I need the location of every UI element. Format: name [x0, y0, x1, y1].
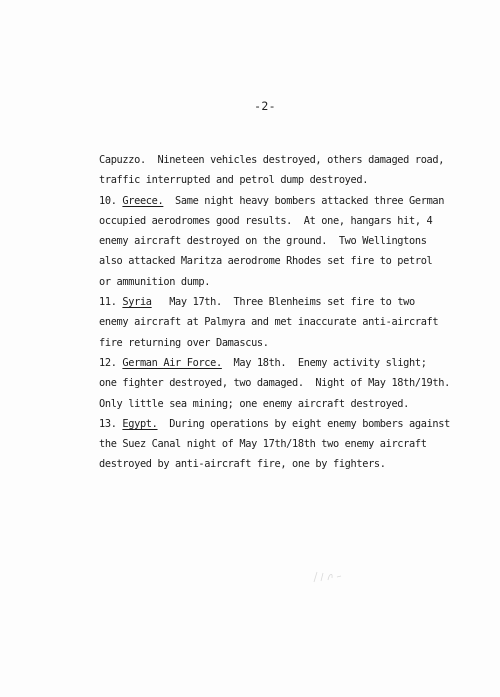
text-run: During operations by eight enemy bombers against [157, 417, 450, 430]
text-run: enemy aircraft at Palmyra and met inaccurate anti-aircraft [99, 316, 439, 329]
text-line [99, 414, 479, 434]
text-run: enemy aircraft destroyed on the ground. Two Wellingtons [99, 235, 427, 248]
text-run: the Suez Canal night of May 17th/18th two enemy aircraft [99, 438, 427, 451]
section-heading: Greece. [122, 194, 164, 207]
document-body [99, 150, 479, 475]
text-run: Capuzzo. Nineteen vehicles destroyed, others damaged road, [99, 154, 445, 166]
text-run: also attacked Maritza aerodrome Rhodes set fire to petrol [99, 255, 433, 268]
text-run: one fighter destroyed, two damaged. Night of May 18th/19th. [99, 377, 450, 390]
text-line [99, 150, 479, 170]
text-line [99, 251, 479, 271]
page-number: -2- [254, 99, 276, 113]
text-line [99, 292, 479, 312]
text-line [99, 231, 479, 251]
text-run: 10. [99, 194, 123, 207]
text-run: 13. [99, 417, 123, 430]
text-run: occupied aerodromes good results. At one, hangars hit, 4 [99, 214, 433, 227]
text-run: 11. [99, 296, 123, 309]
text-run: fire returning over Damascus. [99, 336, 269, 349]
text-line [99, 312, 479, 332]
text-run: Only little sea mining; one enemy aircraft destroyed. [99, 397, 410, 410]
text-line [99, 394, 479, 414]
text-line [99, 434, 479, 454]
text-run: Same night heavy bombers attacked three German [163, 194, 445, 207]
text-line [99, 454, 479, 474]
text-line [99, 353, 479, 373]
section-heading: Egypt. [122, 417, 158, 430]
text-line [99, 211, 479, 231]
text-line [99, 170, 479, 190]
section-heading: German Air Force. [122, 356, 222, 369]
section-heading: Syria [122, 296, 152, 309]
text-run: traffic interrupted and petrol dump destroyed. [99, 174, 369, 187]
text-line [99, 333, 479, 353]
text-run: or ammunition dump. [99, 275, 211, 288]
text-line [99, 373, 479, 393]
text-run: 12. [99, 356, 123, 369]
pencil-mark-icon [311, 568, 351, 584]
text-run: May 17th. Three Blenheims set fire to two [151, 296, 415, 309]
text-run: destroyed by anti-aircraft fire, one by fighters. [99, 458, 386, 471]
text-line [99, 272, 479, 292]
text-run: May 18th. Enemy activity slight; [221, 356, 427, 369]
text-line [99, 191, 479, 211]
